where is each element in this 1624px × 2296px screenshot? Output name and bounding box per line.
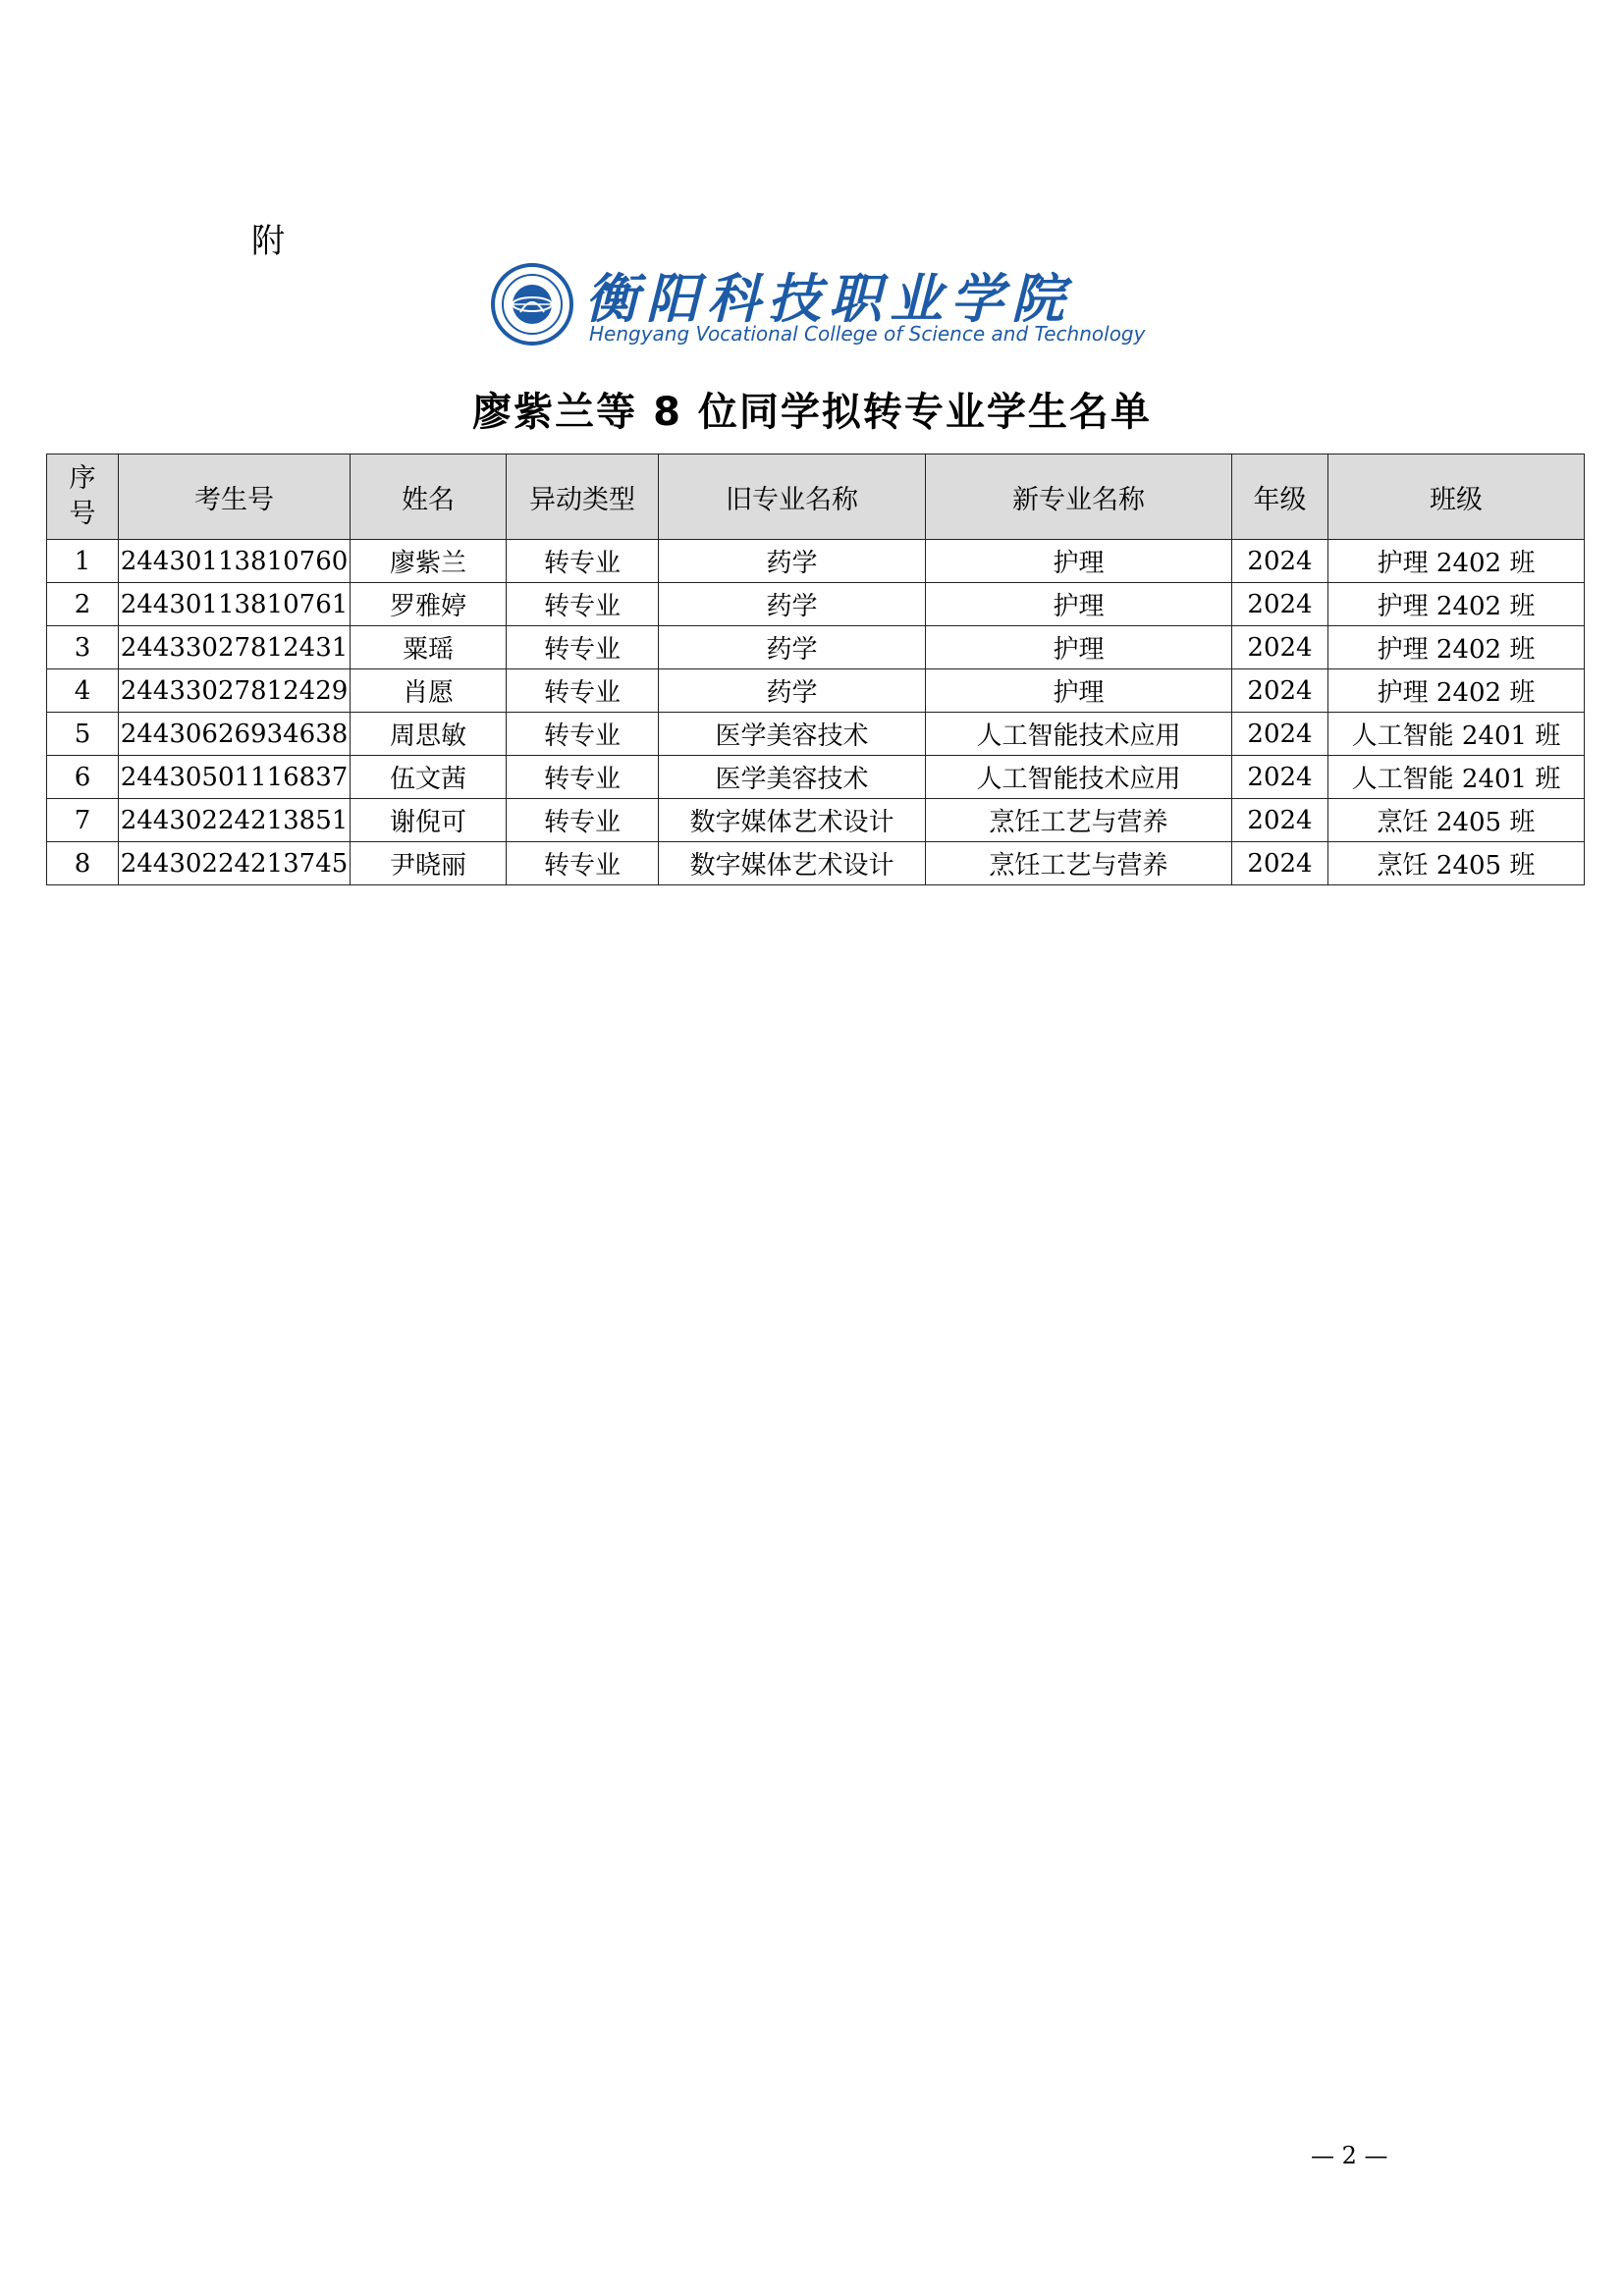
cell-new-major: 烹饪工艺与营养 [926, 799, 1232, 842]
cell-index: 6 [47, 756, 119, 799]
header-new-major: 新专业名称 [926, 454, 1232, 540]
cell-grade: 2024 [1232, 756, 1328, 799]
attachment-label: 附 [251, 222, 285, 261]
header-change-type: 异动类型 [507, 454, 659, 540]
cell-grade: 2024 [1232, 713, 1328, 756]
page-number: — 2 — [1311, 2142, 1388, 2169]
cell-index: 5 [47, 713, 119, 756]
cell-class: 护理 2402 班 [1328, 540, 1585, 583]
cell-exam-no: 24430224213745 [119, 842, 351, 885]
cell-name: 粟瑶 [351, 626, 507, 669]
cell-index: 2 [47, 583, 119, 626]
cell-index: 7 [47, 799, 119, 842]
cell-change-type: 转专业 [507, 799, 659, 842]
cell-grade: 2024 [1232, 799, 1328, 842]
cell-grade: 2024 [1232, 583, 1328, 626]
college-logo [491, 257, 1146, 355]
table-row [47, 713, 1585, 756]
college-name-cn: 衡阳科技职业学院 [585, 267, 1072, 330]
cell-index: 1 [47, 540, 119, 583]
cell-old-major: 药学 [659, 540, 926, 583]
cell-exam-no: 24430501116837 [119, 756, 351, 799]
cell-index: 8 [47, 842, 119, 885]
cell-new-major: 护理 [926, 540, 1232, 583]
cell-change-type: 转专业 [507, 626, 659, 669]
table-row [47, 799, 1585, 842]
header-index: 序 号 [47, 454, 119, 540]
cell-old-major: 药学 [659, 626, 926, 669]
cell-grade: 2024 [1232, 626, 1328, 669]
cell-exam-no: 24433027812431 [119, 626, 351, 669]
cell-grade: 2024 [1232, 842, 1328, 885]
cell-name: 肖愿 [351, 669, 507, 713]
cell-exam-no: 24430224213851 [119, 799, 351, 842]
cell-new-major: 护理 [926, 583, 1232, 626]
table-row [47, 626, 1585, 669]
cell-exam-no: 24430113810761 [119, 583, 351, 626]
college-name-en: Hengyang Vocational College of Science and Technology [589, 322, 1146, 346]
cell-old-major: 药学 [659, 669, 926, 713]
cell-name: 周思敏 [351, 713, 507, 756]
cell-change-type: 转专业 [507, 583, 659, 626]
header-old-major: 旧专业名称 [659, 454, 926, 540]
cell-old-major: 医学美容技术 [659, 756, 926, 799]
cell-name: 罗雅婷 [351, 583, 507, 626]
cell-exam-no: 24430113810760 [119, 540, 351, 583]
cell-old-major: 数字媒体艺术设计 [659, 842, 926, 885]
cell-class: 护理 2402 班 [1328, 583, 1585, 626]
cell-new-major: 护理 [926, 669, 1232, 713]
cell-change-type: 转专业 [507, 756, 659, 799]
table-row [47, 669, 1585, 713]
college-emblem-icon [491, 263, 573, 346]
document-title: 廖紫兰等 8 位同学拟转专业学生名单 [472, 390, 1152, 435]
cell-class: 护理 2402 班 [1328, 669, 1585, 713]
cell-change-type: 转专业 [507, 713, 659, 756]
cell-new-major: 人工智能技术应用 [926, 713, 1232, 756]
cell-old-major: 数字媒体艺术设计 [659, 799, 926, 842]
cell-class: 烹饪 2405 班 [1328, 842, 1585, 885]
cell-class: 护理 2402 班 [1328, 626, 1585, 669]
cell-exam-no: 24430626934638 [119, 713, 351, 756]
cell-change-type: 转专业 [507, 669, 659, 713]
cell-change-type: 转专业 [507, 842, 659, 885]
cell-name: 谢倪可 [351, 799, 507, 842]
cell-old-major: 药学 [659, 583, 926, 626]
table-row [47, 583, 1585, 626]
header-name: 姓名 [351, 454, 507, 540]
cell-exam-no: 24433027812429 [119, 669, 351, 713]
table-row [47, 842, 1585, 885]
cell-name: 尹晓丽 [351, 842, 507, 885]
cell-new-major: 人工智能技术应用 [926, 756, 1232, 799]
cell-name: 廖紫兰 [351, 540, 507, 583]
cell-new-major: 护理 [926, 626, 1232, 669]
table-row [47, 756, 1585, 799]
student-transfer-table [46, 454, 1585, 885]
header-exam-no: 考生号 [119, 454, 351, 540]
table-row [47, 540, 1585, 583]
header-class: 班级 [1328, 454, 1585, 540]
cell-class: 人工智能 2401 班 [1328, 713, 1585, 756]
cell-new-major: 烹饪工艺与营养 [926, 842, 1232, 885]
cell-index: 4 [47, 669, 119, 713]
cell-change-type: 转专业 [507, 540, 659, 583]
cell-grade: 2024 [1232, 669, 1328, 713]
cell-index: 3 [47, 626, 119, 669]
cell-old-major: 医学美容技术 [659, 713, 926, 756]
cell-name: 伍文茜 [351, 756, 507, 799]
header-grade: 年级 [1232, 454, 1328, 540]
table-header-row [47, 454, 1585, 540]
cell-grade: 2024 [1232, 540, 1328, 583]
cell-class: 烹饪 2405 班 [1328, 799, 1585, 842]
cell-class: 人工智能 2401 班 [1328, 756, 1585, 799]
